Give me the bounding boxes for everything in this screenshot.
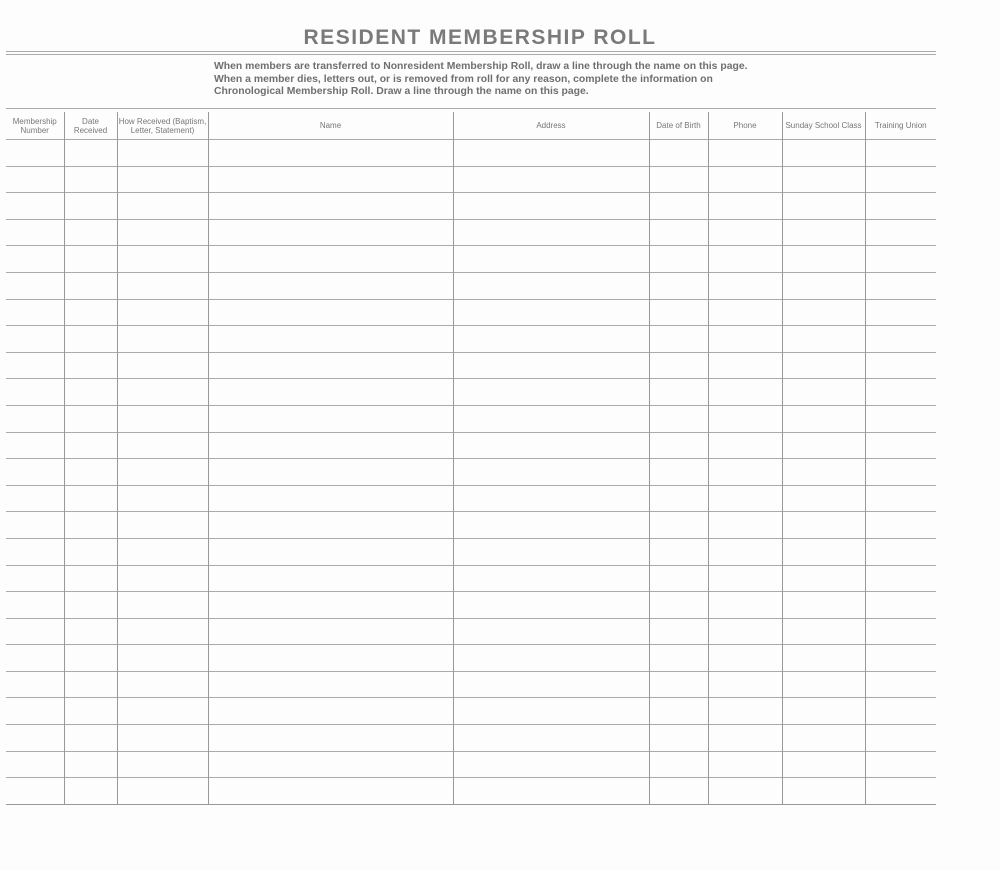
table-cell[interactable] xyxy=(649,219,708,246)
table-cell[interactable] xyxy=(782,645,865,672)
table-cell[interactable] xyxy=(708,671,782,698)
table-cell[interactable] xyxy=(865,166,936,193)
table-cell[interactable] xyxy=(708,299,782,326)
table-cell[interactable] xyxy=(782,432,865,459)
table-cell[interactable] xyxy=(117,698,208,725)
table-cell[interactable] xyxy=(708,166,782,193)
column-header: How Received (Baptism, Letter, Statement) xyxy=(117,112,208,140)
table-cell[interactable] xyxy=(865,326,936,353)
table-cell[interactable] xyxy=(453,565,649,592)
table-cell[interactable] xyxy=(64,512,117,539)
table-cell[interactable] xyxy=(117,778,208,805)
table-cell[interactable] xyxy=(865,405,936,432)
table-row xyxy=(6,778,936,805)
table-cell[interactable] xyxy=(117,751,208,778)
table-cell[interactable] xyxy=(453,140,649,167)
membership-table xyxy=(6,112,936,805)
table-cell[interactable] xyxy=(208,618,453,645)
title-rule xyxy=(6,51,936,52)
table-cell[interactable] xyxy=(782,512,865,539)
table-cell[interactable] xyxy=(782,352,865,379)
table-cell[interactable] xyxy=(649,778,708,805)
table-cell[interactable] xyxy=(208,272,453,299)
table-cell[interactable] xyxy=(117,140,208,167)
table-cell[interactable] xyxy=(453,698,649,725)
table-cell[interactable] xyxy=(117,725,208,752)
table-cell[interactable] xyxy=(782,405,865,432)
table-row xyxy=(6,193,936,220)
table-cell[interactable] xyxy=(117,352,208,379)
table-cell[interactable] xyxy=(6,379,64,406)
table-cell[interactable] xyxy=(208,645,453,672)
table-cell[interactable] xyxy=(453,725,649,752)
table-cell[interactable] xyxy=(64,671,117,698)
table-cell[interactable] xyxy=(117,326,208,353)
table-cell[interactable] xyxy=(6,485,64,512)
table-cell[interactable] xyxy=(865,352,936,379)
table-cell[interactable] xyxy=(453,352,649,379)
table-row xyxy=(6,538,936,565)
table-cell[interactable] xyxy=(208,751,453,778)
table-cell[interactable] xyxy=(453,193,649,220)
table-cell[interactable] xyxy=(865,432,936,459)
table-cell[interactable] xyxy=(117,379,208,406)
table-cell[interactable] xyxy=(208,778,453,805)
table-cell[interactable] xyxy=(64,405,117,432)
table-cell[interactable] xyxy=(782,725,865,752)
table-row xyxy=(6,592,936,619)
table-cell[interactable] xyxy=(208,219,453,246)
table-cell[interactable] xyxy=(865,219,936,246)
table-cell[interactable] xyxy=(649,512,708,539)
table-cell[interactable] xyxy=(708,565,782,592)
table-cell[interactable] xyxy=(708,432,782,459)
table-cell[interactable] xyxy=(64,538,117,565)
table-cell[interactable] xyxy=(117,219,208,246)
table-cell[interactable] xyxy=(865,778,936,805)
table-cell[interactable] xyxy=(865,618,936,645)
table-cell[interactable] xyxy=(6,166,64,193)
table-cell[interactable] xyxy=(453,671,649,698)
table-cell[interactable] xyxy=(708,751,782,778)
table-cell[interactable] xyxy=(782,166,865,193)
table-cell[interactable] xyxy=(649,299,708,326)
table-cell[interactable] xyxy=(117,592,208,619)
table-cell[interactable] xyxy=(782,140,865,167)
table-row xyxy=(6,219,936,246)
table-cell[interactable] xyxy=(708,272,782,299)
table-cell[interactable] xyxy=(453,485,649,512)
table-cell[interactable] xyxy=(782,485,865,512)
table-cell[interactable] xyxy=(6,512,64,539)
table-cell[interactable] xyxy=(64,219,117,246)
table-row xyxy=(6,565,936,592)
table-cell[interactable] xyxy=(6,618,64,645)
table-cell[interactable] xyxy=(453,512,649,539)
table-cell[interactable] xyxy=(453,778,649,805)
table-cell[interactable] xyxy=(649,618,708,645)
table-cell[interactable] xyxy=(6,352,64,379)
table-cell[interactable] xyxy=(6,538,64,565)
table-cell[interactable] xyxy=(64,485,117,512)
table-row xyxy=(6,326,936,353)
table-cell[interactable] xyxy=(649,326,708,353)
table-cell[interactable] xyxy=(782,272,865,299)
table-cell[interactable] xyxy=(865,459,936,486)
table-cell[interactable] xyxy=(865,140,936,167)
table-cell[interactable] xyxy=(649,645,708,672)
table-cell[interactable] xyxy=(453,645,649,672)
table-cell[interactable] xyxy=(865,645,936,672)
table-cell[interactable] xyxy=(453,405,649,432)
table-cell[interactable] xyxy=(117,246,208,273)
table-cell[interactable] xyxy=(6,698,64,725)
table-cell[interactable] xyxy=(6,459,64,486)
table-cell[interactable] xyxy=(453,592,649,619)
table-cell[interactable] xyxy=(453,272,649,299)
table-cell[interactable] xyxy=(117,485,208,512)
table-row xyxy=(6,698,936,725)
table-cell[interactable] xyxy=(6,246,64,273)
table-cell[interactable] xyxy=(208,725,453,752)
table-cell[interactable] xyxy=(453,299,649,326)
table-cell[interactable] xyxy=(649,166,708,193)
table-cell[interactable] xyxy=(64,459,117,486)
table-cell[interactable] xyxy=(6,592,64,619)
table-cell[interactable] xyxy=(453,166,649,193)
table-cell[interactable] xyxy=(782,193,865,220)
table-top-rule xyxy=(6,108,936,109)
table-cell[interactable] xyxy=(6,645,64,672)
column-header: Membership Number xyxy=(12,116,57,135)
table-cell[interactable] xyxy=(782,618,865,645)
table-cell[interactable] xyxy=(708,405,782,432)
table-cell[interactable] xyxy=(453,326,649,353)
table-cell[interactable] xyxy=(64,618,117,645)
table-cell[interactable] xyxy=(208,459,453,486)
table-cell[interactable] xyxy=(64,272,117,299)
table-row xyxy=(6,379,936,406)
column-header: Date of Birth xyxy=(649,112,708,140)
table-cell[interactable] xyxy=(208,565,453,592)
table-row xyxy=(6,299,936,326)
table-row xyxy=(6,272,936,299)
table-cell[interactable] xyxy=(708,698,782,725)
table-cell[interactable] xyxy=(649,272,708,299)
table-row xyxy=(6,140,936,167)
table-row xyxy=(6,352,936,379)
table-cell[interactable] xyxy=(865,299,936,326)
table-cell[interactable] xyxy=(6,565,64,592)
table-cell[interactable] xyxy=(708,645,782,672)
table-cell[interactable] xyxy=(865,512,936,539)
table-cell[interactable] xyxy=(117,565,208,592)
instructions: When members are transferred to Nonresident Membership Roll, draw a line through the name on this page. When a member dies, letters out, or is removed from roll for any reason, complete the information on Chronological Membership Roll. Draw a line through the name on this page. xyxy=(214,61,748,97)
table-cell[interactable] xyxy=(117,671,208,698)
table-cell[interactable] xyxy=(6,272,64,299)
table-cell[interactable] xyxy=(782,326,865,353)
table-cell[interactable] xyxy=(453,751,649,778)
table-cell[interactable] xyxy=(453,432,649,459)
table-cell[interactable] xyxy=(708,379,782,406)
table-cell[interactable] xyxy=(782,671,865,698)
table-row xyxy=(6,459,936,486)
table-cell[interactable] xyxy=(865,272,936,299)
table-cell[interactable] xyxy=(208,140,453,167)
table-cell[interactable] xyxy=(6,778,64,805)
table-cell[interactable] xyxy=(208,326,453,353)
table-row xyxy=(6,432,936,459)
table-cell[interactable] xyxy=(64,565,117,592)
table-cell[interactable] xyxy=(708,352,782,379)
table-row xyxy=(6,485,936,512)
table-cell[interactable] xyxy=(708,193,782,220)
table-cell[interactable] xyxy=(117,193,208,220)
table-cell[interactable] xyxy=(649,751,708,778)
table-cell[interactable] xyxy=(782,379,865,406)
table-cell[interactable] xyxy=(782,565,865,592)
page-title: RESIDENT MEMBERSHIP ROLL xyxy=(303,26,657,49)
table-cell[interactable] xyxy=(708,459,782,486)
table-cell[interactable] xyxy=(6,299,64,326)
table-cell[interactable] xyxy=(453,538,649,565)
table-cell[interactable] xyxy=(865,538,936,565)
table-cell[interactable] xyxy=(64,751,117,778)
table-cell[interactable] xyxy=(708,140,782,167)
table-row xyxy=(6,618,936,645)
table-cell[interactable] xyxy=(865,246,936,273)
table-cell[interactable] xyxy=(782,246,865,273)
table-cell[interactable] xyxy=(6,326,64,353)
table-cell[interactable] xyxy=(865,193,936,220)
table-cell[interactable] xyxy=(208,166,453,193)
table-cell[interactable] xyxy=(208,352,453,379)
table-cell[interactable] xyxy=(708,219,782,246)
table-cell[interactable] xyxy=(64,725,117,752)
table-cell[interactable] xyxy=(6,725,64,752)
table-cell[interactable] xyxy=(6,751,64,778)
table-cell[interactable] xyxy=(208,512,453,539)
table-cell[interactable] xyxy=(64,193,117,220)
table-row xyxy=(6,405,936,432)
table-cell[interactable] xyxy=(649,140,708,167)
table-cell[interactable] xyxy=(708,725,782,752)
table-cell[interactable] xyxy=(117,432,208,459)
table-cell[interactable] xyxy=(64,432,117,459)
column-header: Date Received xyxy=(64,112,117,140)
table-cell[interactable] xyxy=(649,698,708,725)
table-cell[interactable] xyxy=(649,459,708,486)
table-cell[interactable] xyxy=(208,592,453,619)
table-cell[interactable] xyxy=(865,565,936,592)
table-cell[interactable] xyxy=(649,592,708,619)
table-cell[interactable] xyxy=(782,698,865,725)
table-cell[interactable] xyxy=(453,219,649,246)
table-cell[interactable] xyxy=(649,193,708,220)
table-cell[interactable] xyxy=(708,485,782,512)
table-cell[interactable] xyxy=(708,538,782,565)
table-cell[interactable] xyxy=(453,618,649,645)
table-cell[interactable] xyxy=(64,299,117,326)
table-cell[interactable] xyxy=(64,166,117,193)
table-cell[interactable] xyxy=(782,299,865,326)
table-cell[interactable] xyxy=(64,246,117,273)
table-cell[interactable] xyxy=(865,725,936,752)
table-cell[interactable] xyxy=(64,352,117,379)
table-cell[interactable] xyxy=(708,326,782,353)
table-header xyxy=(6,112,936,140)
table-cell[interactable] xyxy=(64,698,117,725)
table-cell[interactable] xyxy=(117,299,208,326)
table-cell[interactable] xyxy=(6,432,64,459)
table-cell[interactable] xyxy=(649,538,708,565)
table-cell[interactable] xyxy=(208,671,453,698)
column-header: Name xyxy=(208,112,453,140)
table-cell[interactable] xyxy=(208,538,453,565)
table-cell[interactable] xyxy=(208,698,453,725)
table-row xyxy=(6,512,936,539)
table-cell[interactable] xyxy=(865,485,936,512)
table-cell[interactable] xyxy=(117,538,208,565)
column-header: Address xyxy=(453,112,649,140)
column-header: Phone xyxy=(708,112,782,140)
table-cell[interactable] xyxy=(208,379,453,406)
table-cell[interactable] xyxy=(117,166,208,193)
table-cell[interactable] xyxy=(649,671,708,698)
table-cell[interactable] xyxy=(64,326,117,353)
table-row xyxy=(6,751,936,778)
table-cell[interactable] xyxy=(865,592,936,619)
table-cell[interactable] xyxy=(6,405,64,432)
column-header: Sunday School Class xyxy=(782,112,865,140)
table-cell[interactable] xyxy=(708,618,782,645)
table-cell[interactable] xyxy=(117,459,208,486)
table-cell[interactable] xyxy=(64,592,117,619)
table-cell[interactable] xyxy=(865,671,936,698)
table-cell[interactable] xyxy=(64,140,117,167)
table-cell[interactable] xyxy=(649,485,708,512)
table-cell[interactable] xyxy=(117,618,208,645)
table-cell[interactable] xyxy=(453,459,649,486)
table-cell[interactable] xyxy=(782,459,865,486)
table-cell[interactable] xyxy=(782,778,865,805)
table-cell[interactable] xyxy=(865,698,936,725)
table-cell[interactable] xyxy=(208,432,453,459)
table-cell[interactable] xyxy=(865,751,936,778)
table-cell[interactable] xyxy=(64,645,117,672)
title-rule xyxy=(6,54,936,55)
table-row xyxy=(6,725,936,752)
table-cell[interactable] xyxy=(117,405,208,432)
table-row xyxy=(6,166,936,193)
table-cell[interactable] xyxy=(865,379,936,406)
table-cell[interactable] xyxy=(782,538,865,565)
table-cell[interactable] xyxy=(782,219,865,246)
table-cell[interactable] xyxy=(6,671,64,698)
table-cell[interactable] xyxy=(117,512,208,539)
table-cell[interactable] xyxy=(708,778,782,805)
table-cell[interactable] xyxy=(708,246,782,273)
table-cell[interactable] xyxy=(649,725,708,752)
table-cell[interactable] xyxy=(117,272,208,299)
table-cell[interactable] xyxy=(782,751,865,778)
column-header: Training Union xyxy=(865,112,936,140)
table-cell[interactable] xyxy=(649,432,708,459)
table-cell[interactable] xyxy=(782,592,865,619)
table-cell[interactable] xyxy=(6,140,64,167)
table-cell[interactable] xyxy=(208,485,453,512)
table-cell[interactable] xyxy=(208,193,453,220)
table-cell[interactable] xyxy=(6,193,64,220)
table-cell[interactable] xyxy=(208,246,453,273)
table-row xyxy=(6,671,936,698)
table-cell[interactable] xyxy=(453,379,649,406)
table-cell[interactable] xyxy=(649,405,708,432)
table-cell[interactable] xyxy=(6,219,64,246)
table-row xyxy=(6,645,936,672)
table-cell[interactable] xyxy=(708,512,782,539)
table-cell[interactable] xyxy=(208,299,453,326)
table-row xyxy=(6,246,936,273)
table-cell[interactable] xyxy=(453,246,649,273)
table-cell[interactable] xyxy=(64,379,117,406)
table-cell[interactable] xyxy=(649,246,708,273)
table-cell[interactable] xyxy=(649,352,708,379)
table-cell[interactable] xyxy=(64,778,117,805)
table-cell[interactable] xyxy=(117,645,208,672)
table-cell[interactable] xyxy=(708,592,782,619)
table-cell[interactable] xyxy=(649,565,708,592)
table-cell[interactable] xyxy=(208,405,453,432)
table-cell[interactable] xyxy=(649,379,708,406)
